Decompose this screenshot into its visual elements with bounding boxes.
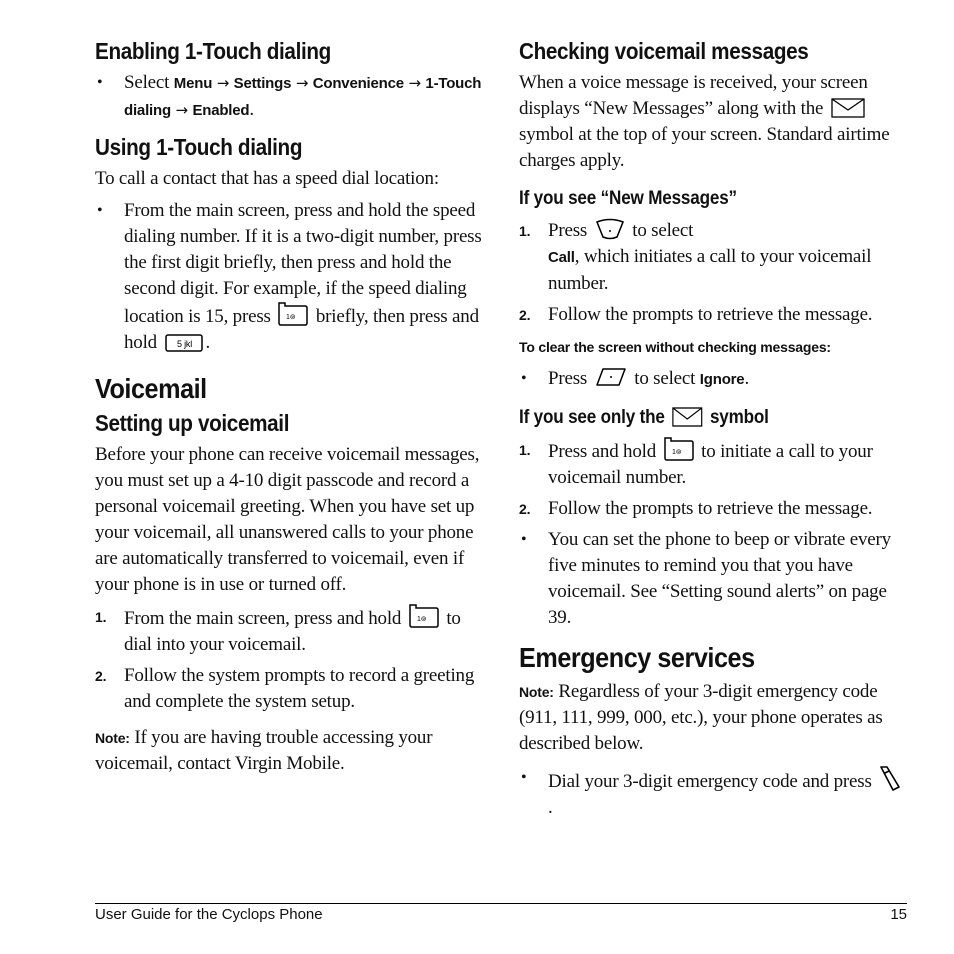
using-heading: Using 1-Touch dialing bbox=[95, 134, 303, 160]
right-column bbox=[519, 38, 909, 826]
envelope-icon bbox=[672, 407, 703, 427]
bullet-mark: • bbox=[97, 74, 103, 91]
emergency-note: Note: Regardless of your 3-digit emergency code (911, 111, 999, 000, etc.), your phone operates as described below. bbox=[519, 681, 883, 754]
footer-title: User Guide for the Cyclops Phone bbox=[95, 906, 323, 923]
setup-step-1: 1. From the main screen, press and hold 1⊚ to dial into your voicemail. bbox=[95, 604, 483, 658]
svg-text:1⊚: 1⊚ bbox=[286, 314, 296, 321]
emergency-bullet: • Dial your 3-digit emergency code and press . bbox=[519, 765, 909, 821]
svg-text:1⊚: 1⊚ bbox=[416, 616, 427, 623]
enabling-bullet: • Select Menu → Settings → Convenience → 1-Touch dialing → Enabled. bbox=[97, 72, 482, 120]
bullet-mark: • bbox=[521, 531, 527, 548]
left-column bbox=[95, 38, 483, 783]
clear-screen-heading: To clear the screen without checking messages: bbox=[519, 339, 831, 355]
bullet-mark: • bbox=[521, 370, 527, 387]
voicemail-key-icon bbox=[409, 604, 439, 628]
voicemail-heading: Voicemail bbox=[95, 373, 207, 404]
only-symbol-step-2: 2. Follow the prompts to retrieve the message. bbox=[519, 498, 873, 519]
new-messages-step-2: 2. Follow the prompts to retrieve the message. bbox=[519, 304, 873, 325]
voicemail-key-icon bbox=[664, 437, 694, 461]
key-5-icon bbox=[165, 332, 203, 352]
only-symbol-heading: If you see only the symbol bbox=[519, 407, 769, 428]
setup-paragraph: Before your phone can receive voicemail messages, you must set up a 4-10 digit passcode and record a personal voicemail greeting. When you have set up your voicemail, all unanswered calls to your phone are automatically transferred to voicemail, even if your phone is in use or turned off. bbox=[95, 444, 480, 595]
voicemail-note: Note: If you are having trouble accessing your voicemail, contact Virgin Mobile. bbox=[95, 727, 433, 774]
send-key-icon bbox=[879, 765, 903, 791]
voicemail-key-icon bbox=[278, 302, 308, 326]
right-softkey-icon bbox=[595, 366, 627, 388]
page-footer bbox=[95, 903, 907, 923]
left-softkey-icon bbox=[595, 218, 625, 240]
envelope-icon bbox=[831, 98, 865, 118]
only-symbol-step-1: 1. Press and hold 1⊚ to initiate a call to your voicemail number. bbox=[519, 437, 909, 491]
emergency-heading: Emergency services bbox=[519, 642, 755, 673]
bullet-mark: • bbox=[521, 769, 527, 786]
checking-heading: Checking voicemail messages bbox=[519, 38, 809, 64]
new-messages-heading: If you see “New Messages” bbox=[519, 188, 737, 209]
bullet-mark: • bbox=[97, 202, 103, 219]
checking-paragraph: When a voice message is received, your screen displays “New Messages” along with the symbol at the top of your screen. Standard airtime charges apply. bbox=[519, 72, 890, 171]
page-number: 15 bbox=[890, 906, 907, 923]
using-bullet: • From the main screen, press and hold the speed dialing number. If it is a two-digit number, press the first digit briefly, then press and hold the second digit. For example, if the speed dialing location is 15, press 1⊚ briefly, then press and hold 5 jkl . bbox=[97, 200, 482, 353]
enabling-heading: Enabling 1-Touch dialing bbox=[95, 38, 331, 64]
only-symbol-bullet: • You can set the phone to beep or vibrate every five minutes to remind you that you have voicemail. See “Setting sound alerts” on page 39. bbox=[521, 529, 891, 628]
new-messages-step-1: 1. Press to select Call, which initiates a call to your voicemail number. bbox=[519, 220, 872, 294]
svg-text:5 jkl: 5 jkl bbox=[176, 339, 192, 349]
setup-step-2: 2. Follow the system prompts to record a greeting and complete the system setup. bbox=[95, 665, 475, 712]
svg-text:1⊚: 1⊚ bbox=[671, 449, 681, 456]
setup-heading: Setting up voicemail bbox=[95, 410, 290, 436]
clear-screen-bullet: • Press to select Ignore. bbox=[519, 366, 909, 393]
using-intro: To call a contact that has a speed dial location: bbox=[95, 168, 439, 189]
